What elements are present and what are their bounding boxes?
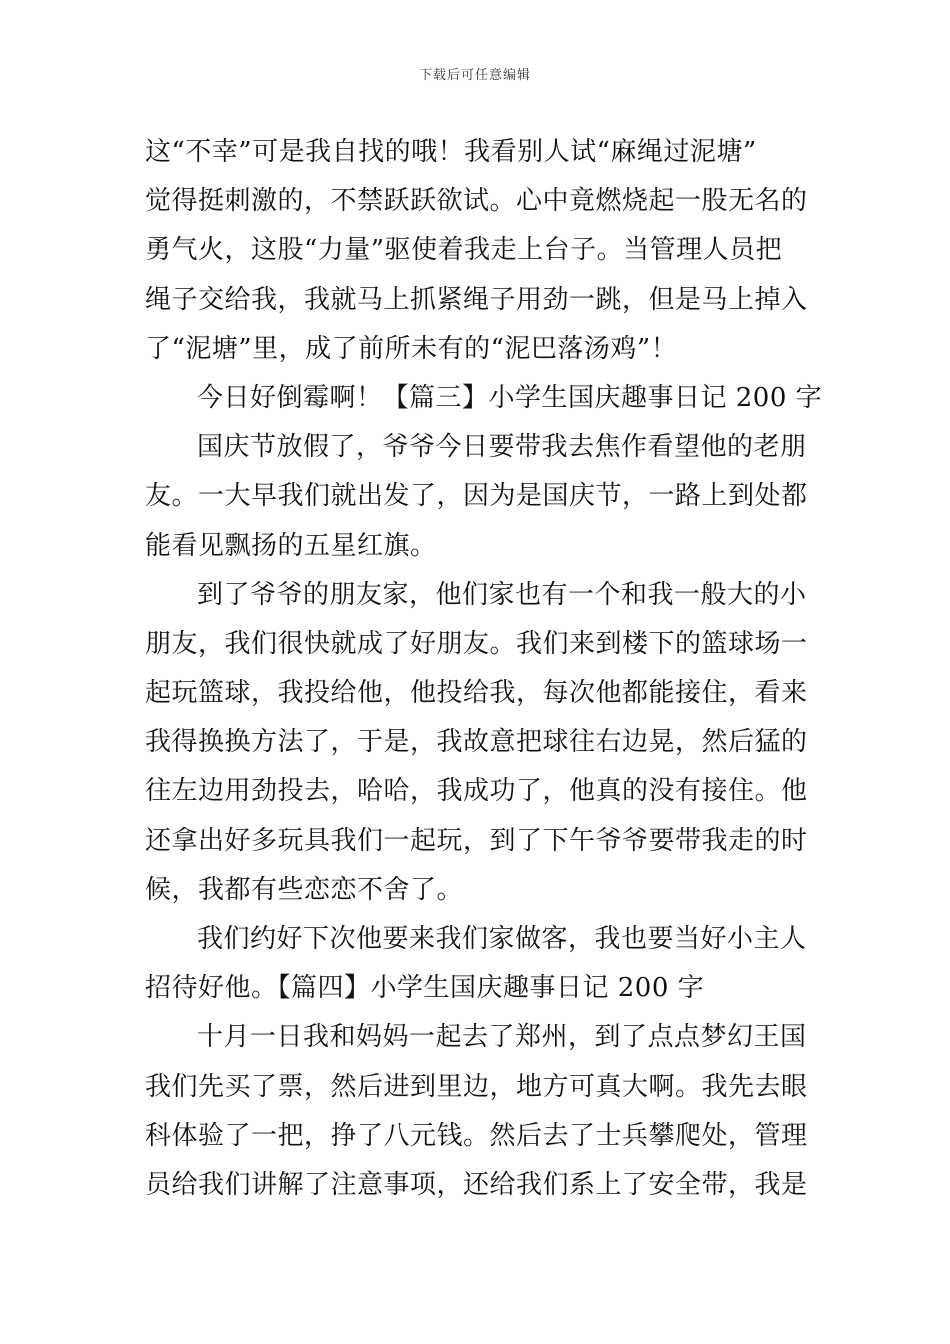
text-line: 朋友，我们很快就成了好朋友。我们来到楼下的篮球场一 <box>145 628 808 659</box>
text-line: 这“不幸”可是我自找的哦！我看别人试“麻绳过泥塘” <box>145 137 757 167</box>
text-line: 友。一大早我们就出发了，因为是国庆节，一路上到处都 <box>145 481 808 512</box>
text-line: 员给我们讲解了注意事项，还给我们系上了安全带，我是 <box>145 1169 808 1200</box>
text-line: 国庆节放假了，爷爷今日要带我去焦作看望他的老朋 <box>197 432 807 463</box>
text-line: 了“泥塘”里，成了前所未有的“泥巴落汤鸡”！ <box>145 333 678 364</box>
text-line: 往左边用劲投去，哈哈，我成功了，他真的没有接住。他 <box>145 776 808 807</box>
text-line: 我们先买了票，然后进到里边，地方可真大啊。我先去眼 <box>145 1071 808 1102</box>
text-line: 招待好他。【篇四】小学生国庆趣事日记 200 字 <box>145 973 705 1004</box>
text-line: 起玩篮球，我投给他，他投给我，每次他都能接住，看来 <box>145 678 808 709</box>
text-line: 勇气火，这股“力量”驱使着我走上台子。当管理人员把 <box>145 235 783 266</box>
text-line: 还拿出好多玩具我们一起玩，到了下午爷爷要带我走的时 <box>145 825 808 856</box>
text-line: 科体验了一把，挣了八元钱。然后去了士兵攀爬处，管理 <box>145 1120 808 1151</box>
document-body <box>145 128 823 1210</box>
page-header: 下载后可任意编辑 <box>418 68 531 83</box>
text-line: 我们约好下次他要来我们家做客，我也要当好小主人 <box>197 924 807 954</box>
text-line: 能看见飘扬的五星红旗。 <box>145 530 437 561</box>
text-line: 绳子交给我，我就马上抓紧绳子用劲一跳，但是马上掉入 <box>145 284 808 315</box>
text-line: 觉得挺刺激的，不禁跃跃欲试。心中竟燃烧起一股无名的 <box>145 186 808 217</box>
text-line: 到了爷爷的朋友家，他们家也有一个和我一般大的小 <box>197 579 807 610</box>
text-line: 今日好倒霉啊！【篇三】小学生国庆趣事日记 200 字 <box>197 382 823 413</box>
text-line: 候，我都有些恋恋不舍了。 <box>145 874 464 905</box>
text-line: 十月一日我和妈妈一起去了郑州，到了点点梦幻王国 <box>197 1022 807 1053</box>
text-line: 我得换换方法了，于是，我故意把球往右边晃，然后猛的 <box>145 727 808 758</box>
